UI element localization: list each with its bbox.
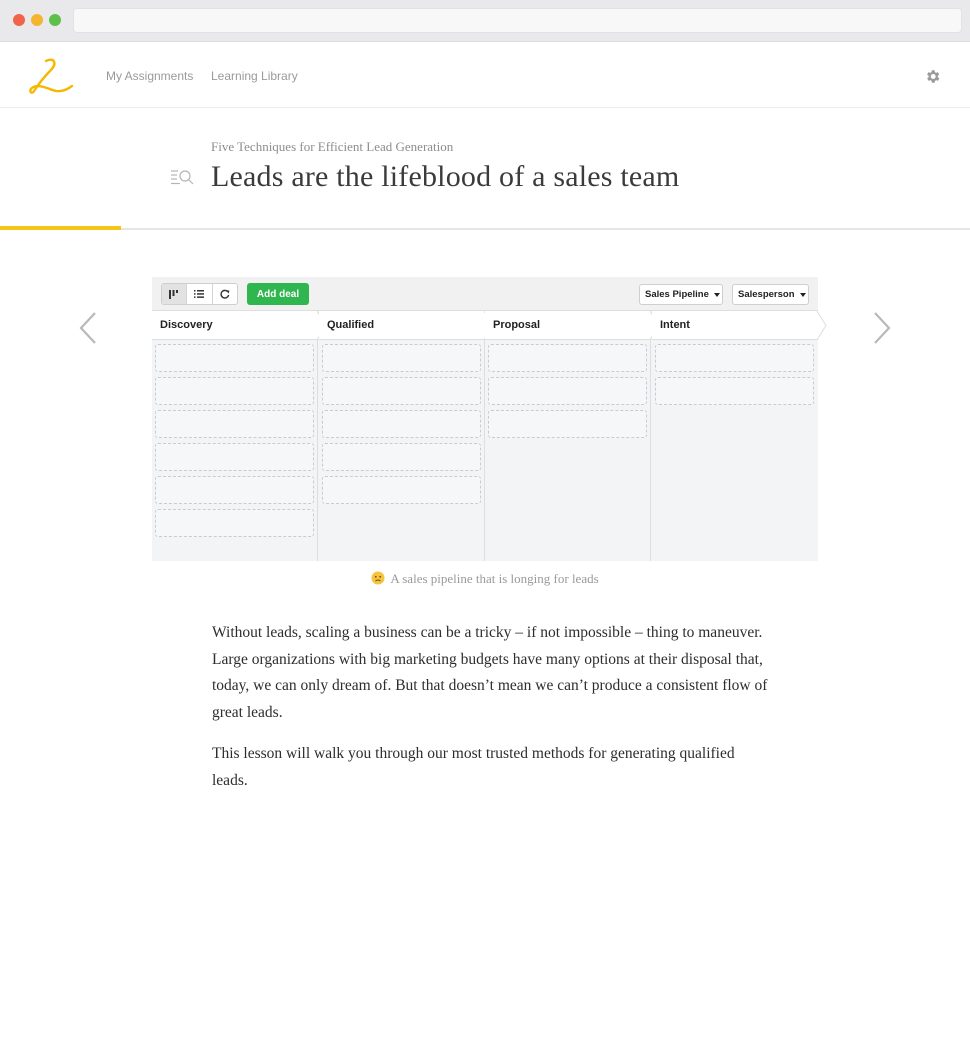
nav-my-assignments[interactable]: My Assignments xyxy=(106,69,194,83)
deal-card-placeholder[interactable] xyxy=(155,476,314,504)
stage-header xyxy=(652,311,818,340)
deal-card-placeholder[interactable] xyxy=(488,410,647,438)
stage-column-discovery xyxy=(152,311,318,561)
stage-name: Discovery xyxy=(160,319,213,331)
salesperson-dropdown[interactable] xyxy=(732,284,809,305)
deal-card-placeholder[interactable] xyxy=(488,377,647,405)
pipeline-screenshot xyxy=(152,277,818,561)
sales-pipeline-dropdown[interactable] xyxy=(639,284,723,305)
sad-face-emoji-icon xyxy=(371,571,385,585)
stage-name: Proposal xyxy=(493,319,541,331)
lesson-search-icon xyxy=(171,169,195,187)
lesson-title: Leads are the lifeblood of a sales team xyxy=(211,160,680,193)
deal-card-placeholder[interactable] xyxy=(155,344,314,372)
stage-name: Qualified xyxy=(327,319,375,331)
deal-card-placeholder[interactable] xyxy=(322,344,481,372)
stage-name: Intent xyxy=(660,319,690,331)
deal-card-placeholder[interactable] xyxy=(322,377,481,405)
deal-card-placeholder[interactable] xyxy=(488,344,647,372)
stage-header xyxy=(319,311,485,340)
pipeline-view-icon xyxy=(169,290,179,299)
stage-header xyxy=(152,311,318,340)
top-nav xyxy=(0,42,970,108)
deal-card-placeholder[interactable] xyxy=(155,377,314,405)
stage-chevron-icon xyxy=(817,311,827,340)
deal-card-placeholder[interactable] xyxy=(155,509,314,537)
deal-card-placeholder[interactable] xyxy=(322,410,481,438)
course-title: Five Techniques for Efficient Lead Generation xyxy=(211,139,454,154)
list-view-icon xyxy=(194,290,204,298)
lesson-header xyxy=(0,108,970,230)
list-view-button[interactable] xyxy=(187,284,212,304)
next-arrow-icon[interactable] xyxy=(871,310,893,346)
browser-chrome xyxy=(0,0,970,42)
body-paragraph: Without leads, scaling a business can be a tricky – if not impossible – thing to maneuver. Large organizations with big marketing budgets have many options at their disposal that, today, we can only dream of. But that doesn’t mean we can’t produce a consistent flow of great leads. xyxy=(212,624,768,721)
pipeline-toolbar xyxy=(152,277,818,311)
chevron-down-icon xyxy=(714,293,720,297)
deal-card-placeholder[interactable] xyxy=(322,476,481,504)
sales-pipeline-label: Sales Pipeline xyxy=(645,289,709,300)
nav-learning-library[interactable]: Learning Library xyxy=(211,69,298,83)
address-bar[interactable] xyxy=(73,8,962,33)
body-paragraph: This lesson will walk you through our most trusted methods for generating qualified leads. xyxy=(212,745,735,789)
previous-arrow-icon[interactable] xyxy=(77,310,99,346)
chevron-down-icon xyxy=(800,293,806,297)
stage-column-qualified xyxy=(319,311,485,561)
salesperson-label: Salesperson xyxy=(738,289,795,300)
view-toggle xyxy=(161,283,238,305)
pipeline-stages xyxy=(152,311,818,561)
logo-icon[interactable] xyxy=(24,55,76,97)
figure-caption xyxy=(0,571,970,587)
deal-card-placeholder[interactable] xyxy=(322,443,481,471)
maximize-window-button[interactable] xyxy=(49,14,61,26)
minimize-window-button[interactable] xyxy=(31,14,43,26)
pipeline-view-button[interactable] xyxy=(162,284,187,304)
stage-column-proposal xyxy=(485,311,651,561)
refresh-icon xyxy=(220,289,230,299)
lesson-progress-bar xyxy=(0,226,121,230)
close-window-button[interactable] xyxy=(13,14,25,26)
deal-card-placeholder[interactable] xyxy=(155,410,314,438)
stage-column-intent xyxy=(652,311,818,561)
caption-text: A sales pipeline that is longing for leads xyxy=(390,571,599,586)
deal-card-placeholder[interactable] xyxy=(655,377,814,405)
deal-card-placeholder[interactable] xyxy=(655,344,814,372)
gear-icon[interactable] xyxy=(924,68,941,85)
add-deal-button[interactable]: Add deal xyxy=(247,283,309,305)
forecast-view-button[interactable] xyxy=(213,284,237,304)
deal-card-placeholder[interactable] xyxy=(155,443,314,471)
stage-header xyxy=(485,311,651,340)
